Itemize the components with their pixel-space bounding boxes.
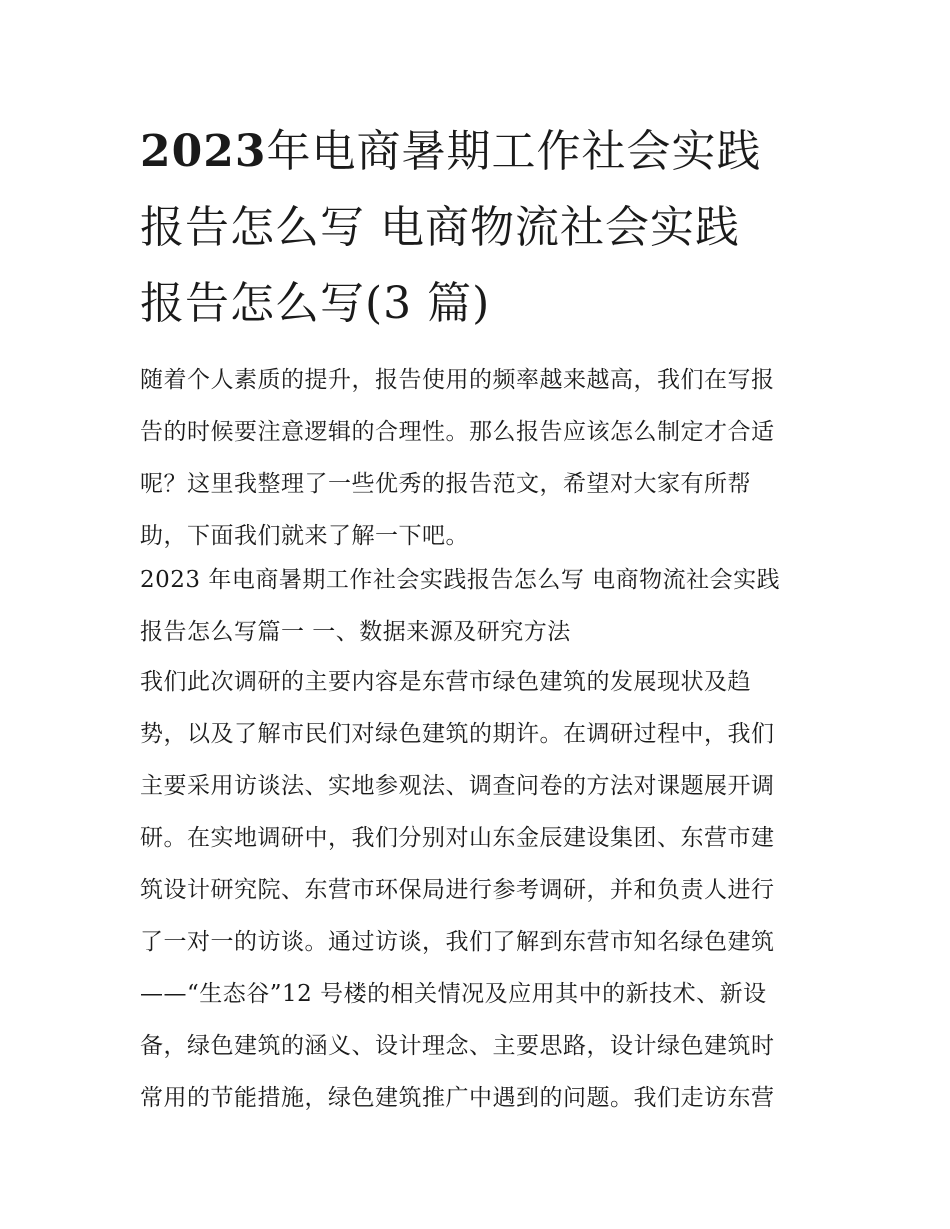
body-paragraph xyxy=(140,656,812,1124)
title-line-1 xyxy=(140,114,812,190)
body-line: 主要采用访谈法、实地参观法、调查问卷的方法对课题展开调 xyxy=(140,773,775,799)
section-heading-line: 报告怎么写篇一 一、数据来源及研究方法 xyxy=(140,619,571,645)
title-line-1-rest: 年电商暑期工作社会实践 xyxy=(266,126,762,177)
body-line: 我们此次调研的主要内容是东营市绿色建筑的发展现状及趋 xyxy=(140,669,751,695)
body-line: 常用的节能措施，绿色建筑推广中遇到的问题。我们走访东营 xyxy=(140,1085,775,1111)
body-line: 研。在实地调研中，我们分别对山东金辰建设集团、东营市建 xyxy=(140,825,775,851)
section-heading xyxy=(140,554,812,658)
intro-line: 助，下面我们就来了解一下吧。 xyxy=(140,523,469,549)
intro-paragraph xyxy=(140,354,812,562)
intro-line: 随着个人素质的提升，报告使用的频率越来越高，我们在写报 xyxy=(140,367,775,393)
body-line: 了一对一的访谈。通过访谈，我们了解到东营市知名绿色建筑 xyxy=(140,929,775,955)
body-line: ——“生态谷”12 号楼的相关情况及应用其中的新技术、新设 xyxy=(140,981,767,1007)
document-title xyxy=(140,114,812,342)
body-line: 势，以及了解市民们对绿色建筑的期许。在调研过程中，我们 xyxy=(140,721,775,747)
section-heading-line: 2023 年电商暑期工作社会实践报告怎么写 电商物流社会实践 xyxy=(140,567,781,593)
body-line: 备，绿色建筑的涵义、设计理念、主要思路，设计绿色建筑时 xyxy=(140,1033,775,1059)
intro-line: 呢？这里我整理了一些优秀的报告范文，希望对大家有所帮 xyxy=(140,471,751,497)
body-line: 筑设计研究院、东营市环保局进行参考调研，并和负责人进行 xyxy=(140,877,775,903)
intro-line: 告的时候要注意逻辑的合理性。那么报告应该怎么制定才合适 xyxy=(140,419,775,445)
title-line-2: 报告怎么写 电商物流社会实践 xyxy=(140,202,740,253)
title-line-3: 报告怎么写(3 篇) xyxy=(140,278,491,329)
title-year: 2023 xyxy=(140,126,267,177)
